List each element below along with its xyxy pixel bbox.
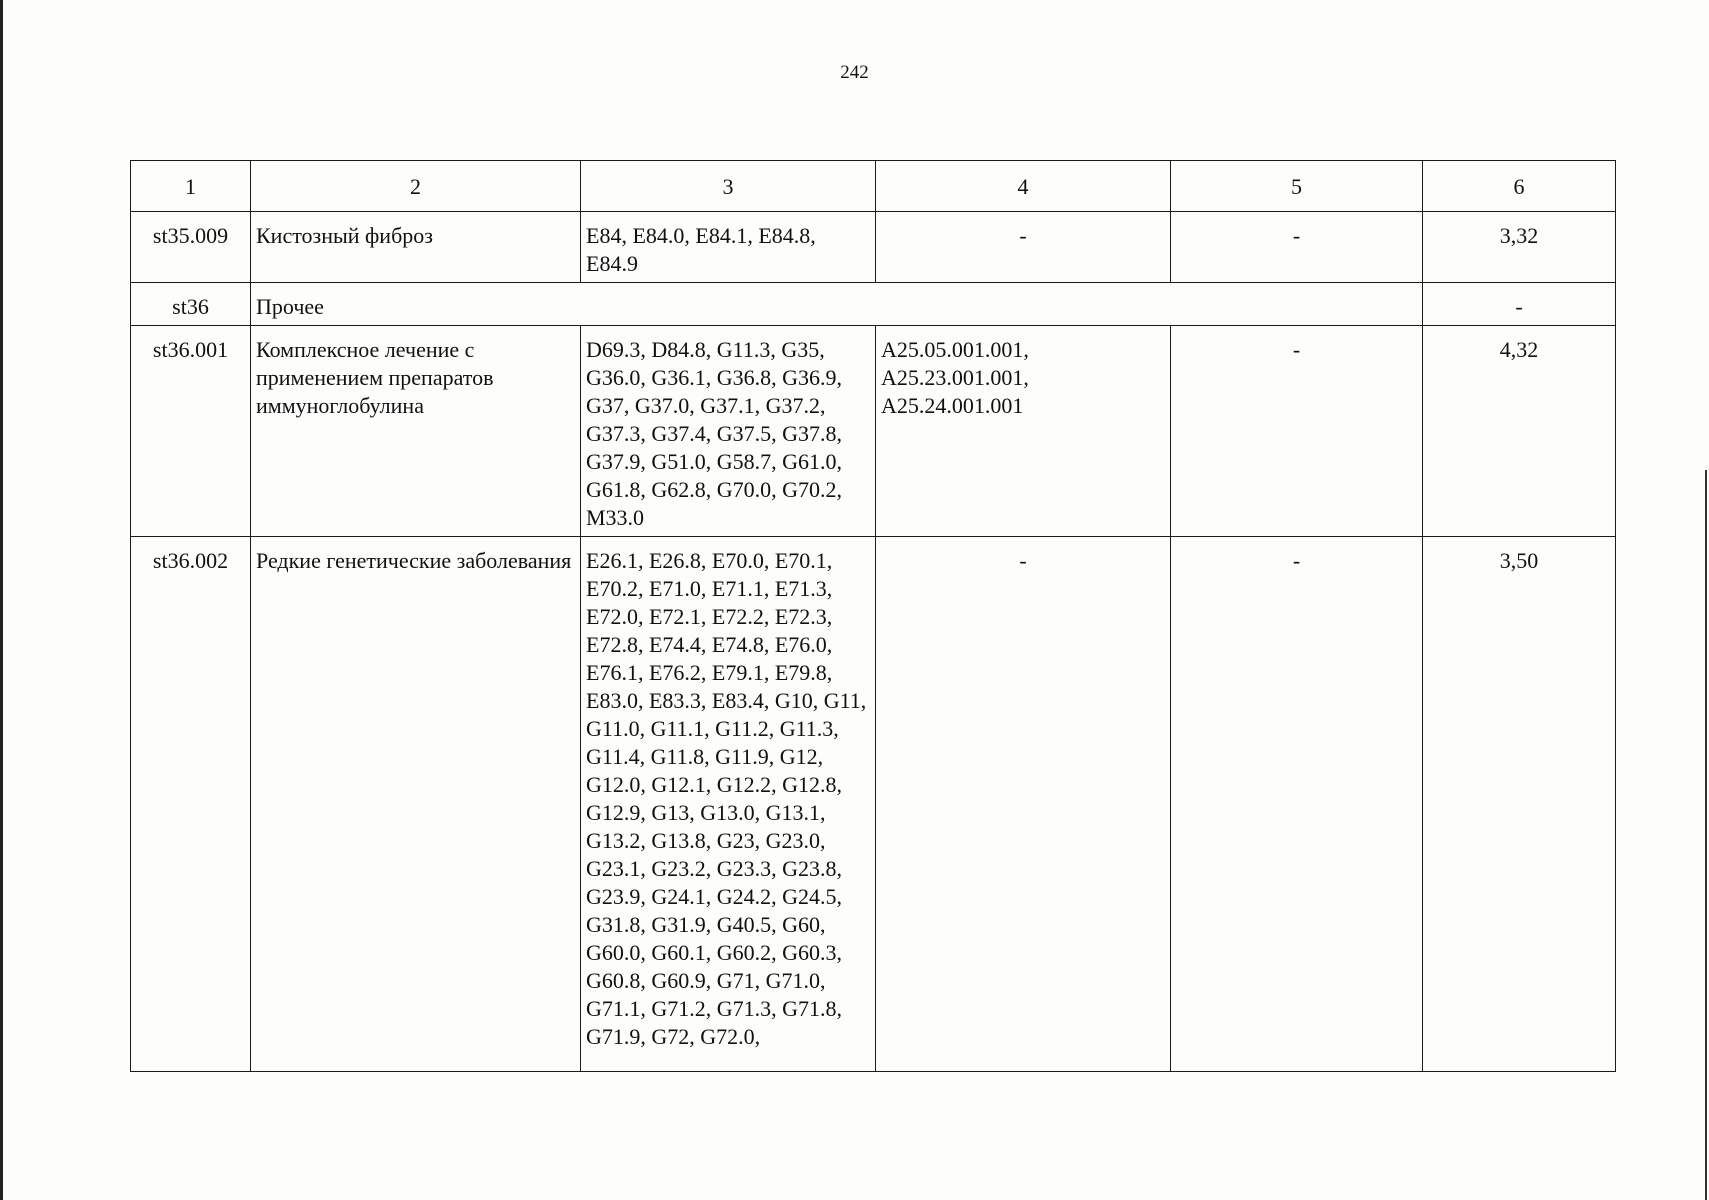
row-services: A25.05.001.001, A25.23.001.001, A25.24.001.001 bbox=[876, 326, 1171, 537]
row-code: st35.009 bbox=[131, 212, 251, 283]
table-row bbox=[131, 326, 1616, 537]
row-code: st36 bbox=[131, 283, 251, 326]
row-col5: - bbox=[1171, 537, 1423, 1072]
row-diagnoses: D69.3, D84.8, G11.3, G35, G36.0, G36.1, G36.8, G36.9, G37, G37.0, G37.1, G37.2, G37.3, G37.4, G37.5, G37.8, G37.9, G51.0, G58.7, G61.0, G61.8, G62.8, G70.0, G70.2, M33.0 bbox=[581, 326, 876, 537]
row-services: - bbox=[876, 537, 1171, 1072]
header-col-3: 3 bbox=[581, 161, 876, 212]
page-number: 242 bbox=[840, 62, 869, 83]
row-name: Кистозный фиброз bbox=[251, 212, 581, 283]
header-col-5: 5 bbox=[1171, 161, 1423, 212]
header-row bbox=[131, 161, 1616, 212]
row-services: - bbox=[876, 212, 1171, 283]
row-col5: - bbox=[1171, 326, 1423, 537]
header-col-1: 1 bbox=[131, 161, 251, 212]
row-coef: 4,32 bbox=[1423, 326, 1616, 537]
row-code: st36.002 bbox=[131, 537, 251, 1072]
row-coef: 3,50 bbox=[1423, 537, 1616, 1072]
row-coef: 3,32 bbox=[1423, 212, 1616, 283]
table-row bbox=[131, 537, 1616, 1072]
row-coef: - bbox=[1423, 283, 1616, 326]
row-name: Прочее bbox=[251, 283, 1423, 326]
header-col-4: 4 bbox=[876, 161, 1171, 212]
scan-edge-right bbox=[1705, 470, 1707, 1200]
table-row bbox=[131, 212, 1616, 283]
header-col-6: 6 bbox=[1423, 161, 1616, 212]
tariff-table bbox=[130, 160, 1616, 1072]
scan-edge-left bbox=[0, 0, 3, 1200]
header-col-2: 2 bbox=[251, 161, 581, 212]
row-col5: - bbox=[1171, 212, 1423, 283]
row-code: st36.001 bbox=[131, 326, 251, 537]
row-diagnoses: E26.1, E26.8, E70.0, E70.1, E70.2, E71.0, E71.1, E71.3, E72.0, E72.1, E72.2, E72.3, E72.8, E74.4, E74.8, E76.0, E76.1, E76.2, E79.1, E79.8, E83.0, E83.3, E83.4, G10, G11, G11.0, G11.1, G11.2, G11.3, G11.4, G11.8, G11.9, G12, G12.0, G12.1, G12.2, G12.8, G12.9, G13, G13.0, G13.1, G13.2, G13.8, G23, G23.0, G23.1, G23.2, G23.3, G23.8, G23.9, G24.1, G24.2, G24.5, G31.8, G31.9, G40.5, G60, G60.0, G60.1, G60.2, G60.3, G60.8, G60.9, G71, G71.0, G71.1, G71.2, G71.3, G71.8, G71.9, G72, G72.0, bbox=[581, 537, 876, 1072]
table-row bbox=[131, 283, 1616, 326]
row-name: Комплексное лечение с применением препаратов иммуноглобулина bbox=[251, 326, 581, 537]
row-diagnoses: E84, E84.0, E84.1, E84.8, E84.9 bbox=[581, 212, 876, 283]
row-name: Редкие генетические заболевания bbox=[251, 537, 581, 1072]
